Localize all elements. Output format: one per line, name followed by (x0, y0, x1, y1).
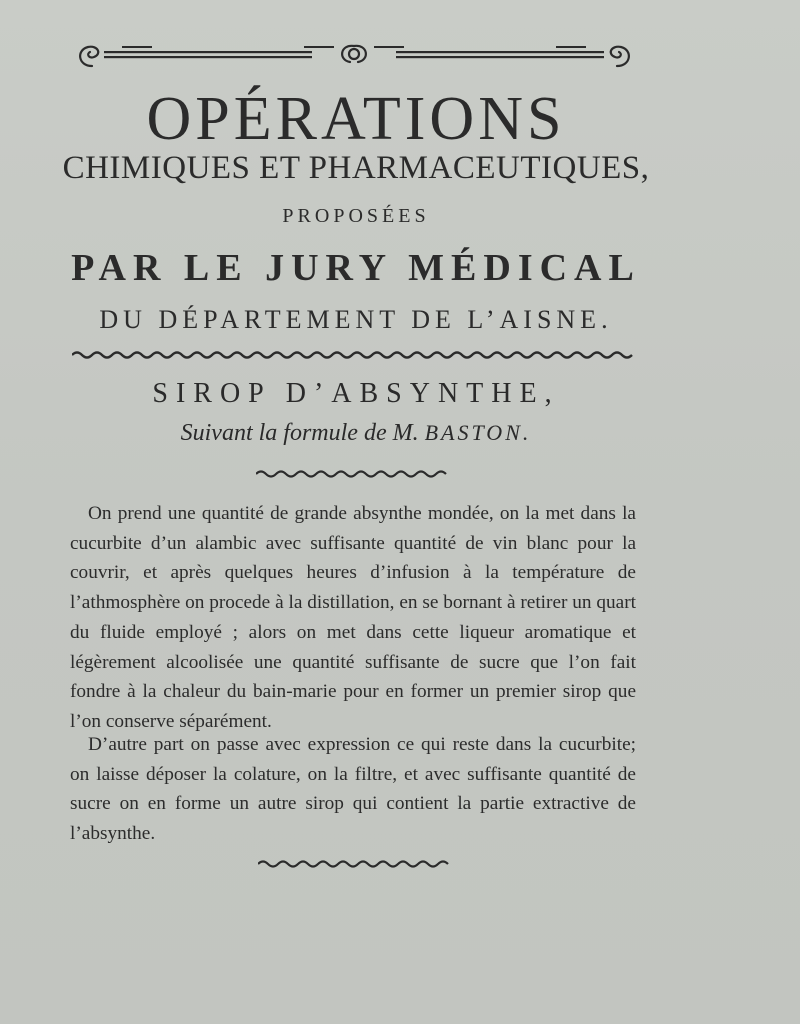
closing-wavy-rule (258, 859, 450, 869)
byline-prefix: Suivant la formule de M. (180, 420, 419, 446)
subtitle-line-3: PAR LE JURY MÉDICAL (71, 247, 641, 289)
section-title: SIROP D’ABSYNTHE, (152, 378, 560, 409)
byline-author: BASTON. (424, 420, 532, 445)
subtitle-line-1: CHIMIQUES ET PHARMACEUTIQUES, (62, 150, 650, 186)
subtitle-line-4: DU DÉPARTEMENT DE L’AISNE. (99, 305, 613, 334)
ornamental-headband (72, 38, 637, 74)
section-byline (0, 420, 712, 447)
subtitle-line-2: PROPOSÉES (282, 205, 430, 227)
short-wavy-rule (256, 469, 448, 479)
wavy-rule-divider (72, 350, 638, 360)
body-paragraph-1: On prend une quantité de grande absynthe mondée, on la met dans la cucurbite d’un alambic avec suffisante quantité de vin blanc pour la couvrir, et après quelques heures d’infusion à la température de l’athmosphère on procede à la distillation, en se bornant à retirer un quart du fluide employé ; alors on met dans cette liqueur aromatique et légèrement alcoolisée une quantité suffisante de sucre que l’on fait fondre à la chaleur du bain-marie pour en former un premier sirop que l’on conserve séparément. (70, 503, 636, 732)
body-paragraph-2: D’autre part on passe avec expression ce qui reste dans la cucurbite; on laisse déposer la colature, on la filtre, et avec suffisante quantité de sucre on en forme un autre sirop qui contient la partie extractive de l’absynthe. (70, 734, 636, 845)
main-title: OPÉRATIONS (146, 85, 566, 153)
